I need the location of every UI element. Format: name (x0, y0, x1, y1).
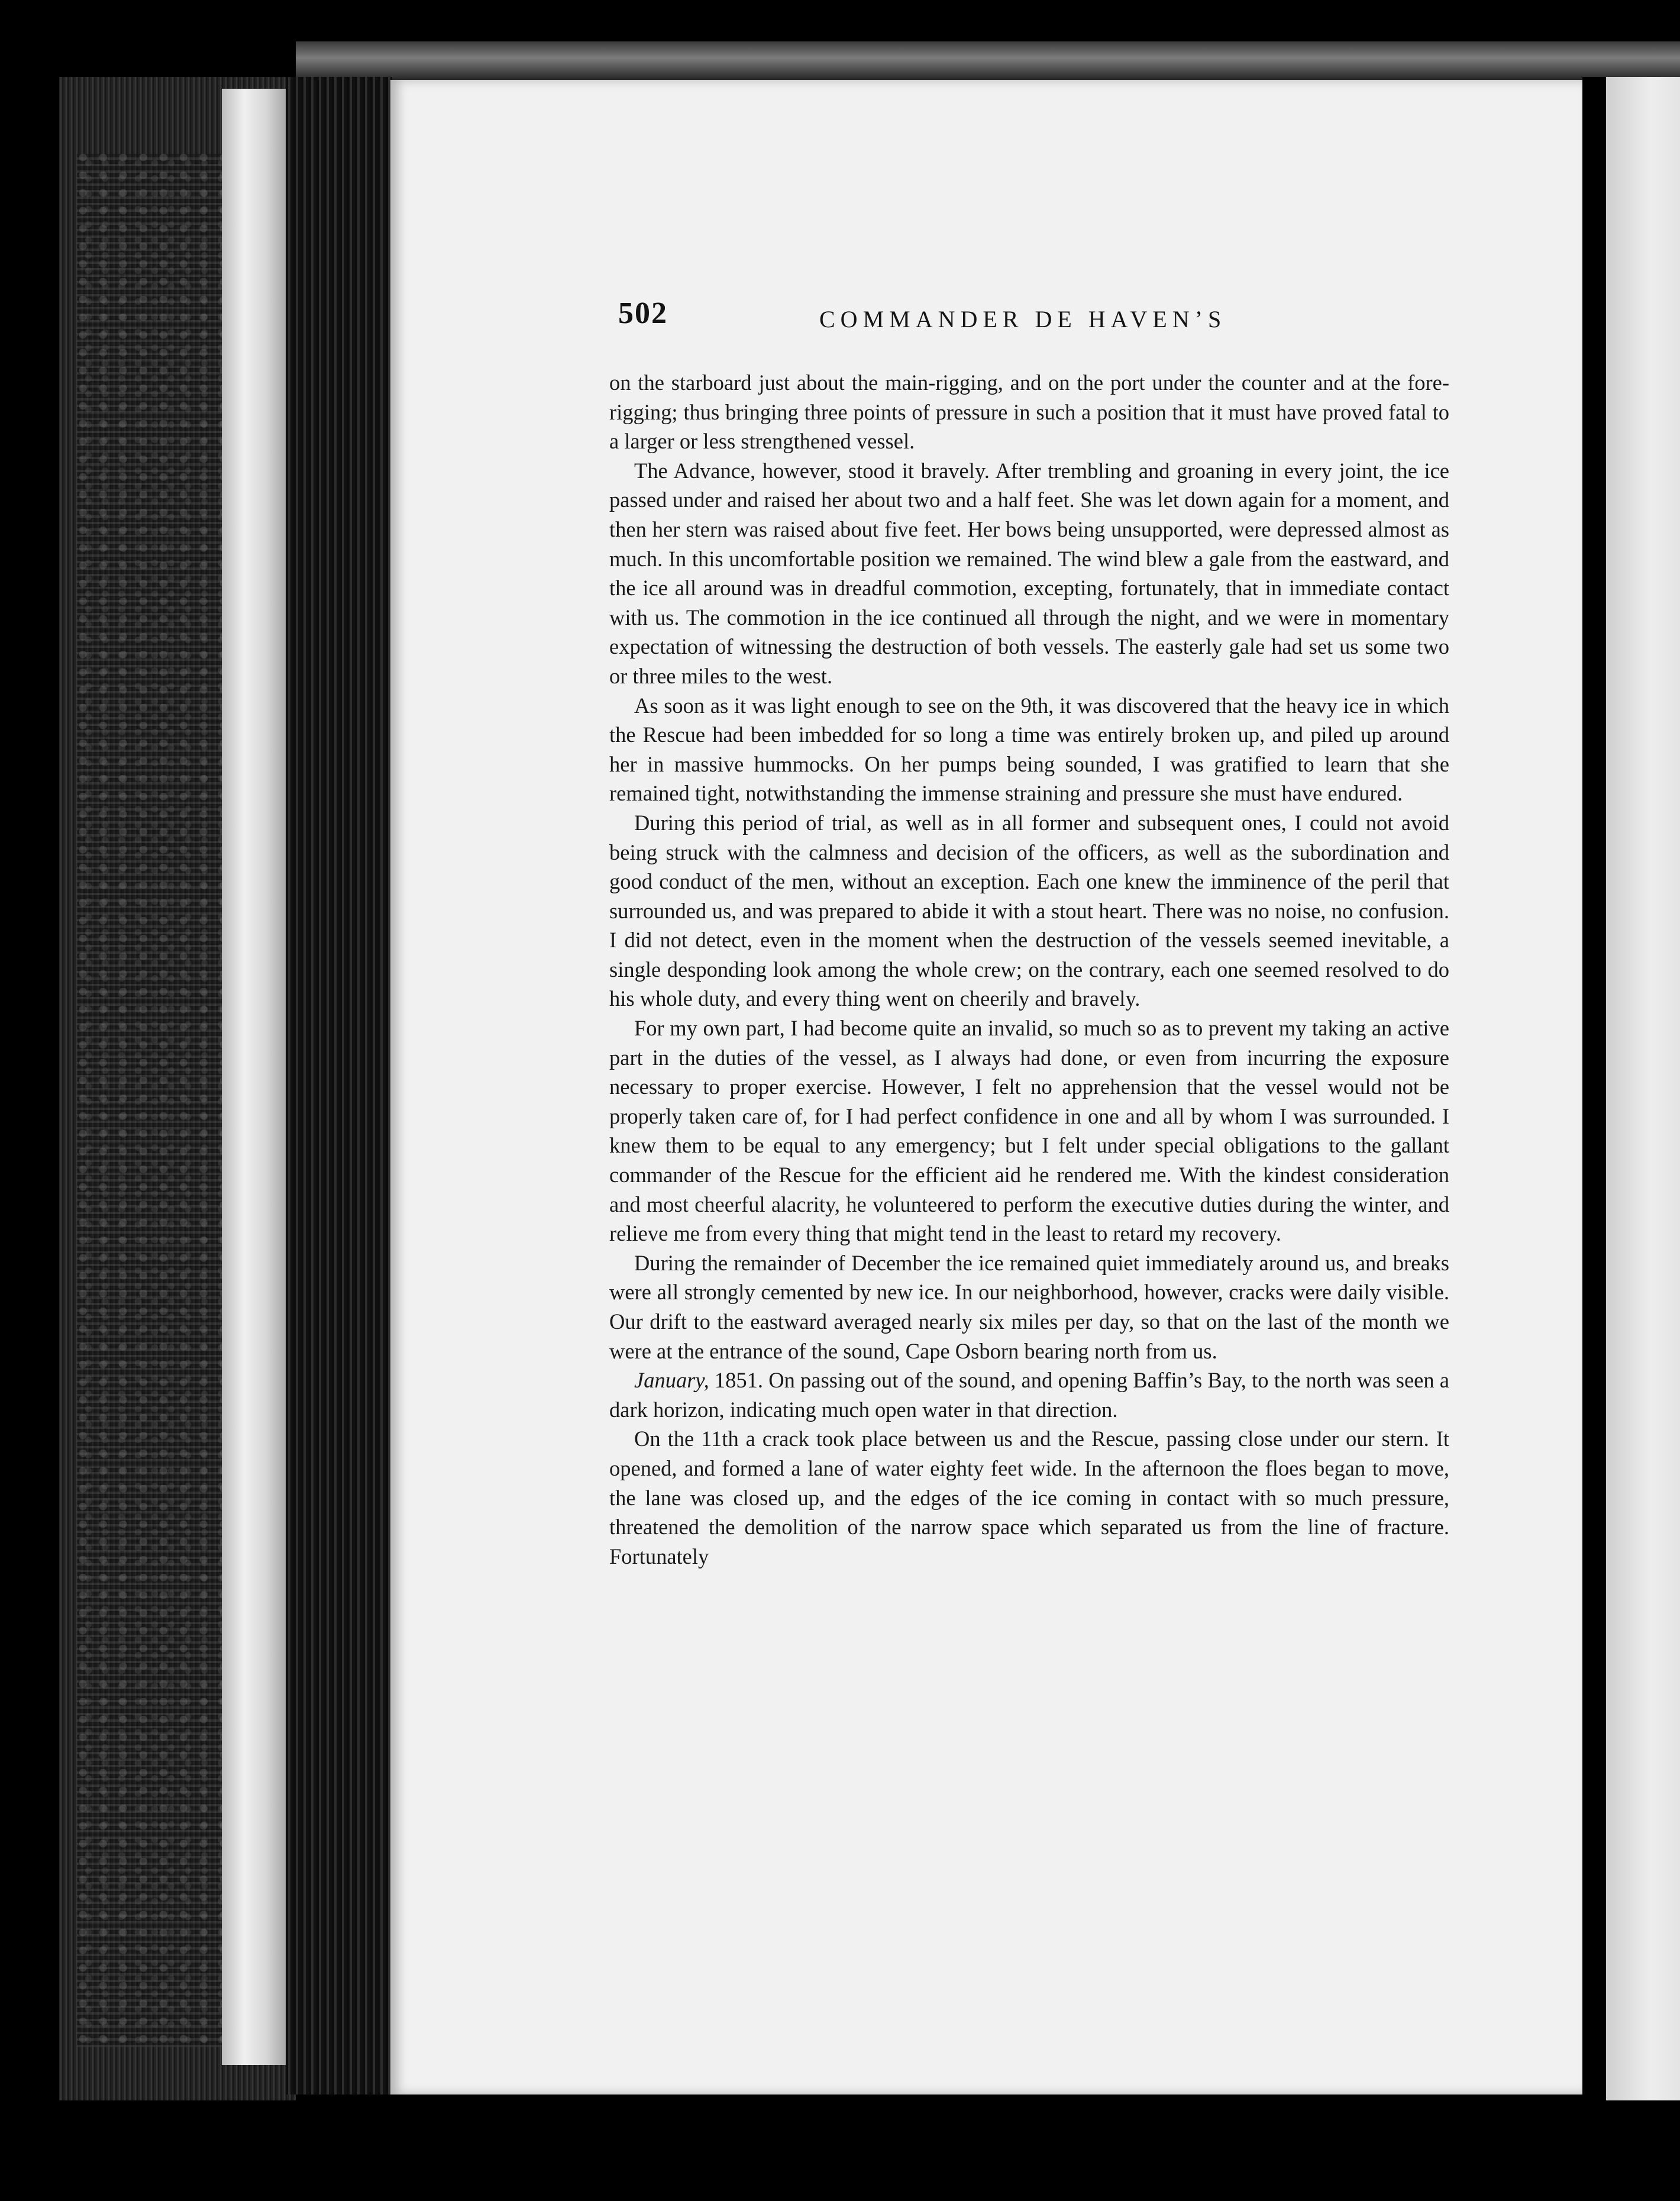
page-stack-dark (286, 77, 392, 2094)
paragraph-3 (609, 691, 1449, 808)
paragraph-8 (609, 1424, 1449, 1571)
gutter-shadow (1582, 77, 1606, 2100)
paragraph-2 (609, 456, 1449, 691)
paragraph-text: As soon as it was light enough to see on the 9th, it was discovered that the heavy ice in which the Rescue had been imbedded for so long a time was entirely broken up, and piled up around her in massive hummocks. On her pumps being sounded, I was gratified to learn that she remained tight, notwithstanding the immense straining and pressure she must have endured. (609, 693, 1449, 806)
paragraph-text: On the 11th a crack took place between us and the Rescue, passing close under our stern. It opened, and formed a lane of water eighty feet wide. In the afternoon the floes began to move, the lane was closed up, and the edges of the ice coming in contact with so much pressure, threatened the demolition of the narrow space which separated us from the line of fracture. Fortunately (609, 1427, 1449, 1569)
paragraph-4 (609, 808, 1449, 1014)
running-head (618, 296, 1269, 343)
scan-top-edge (296, 41, 1680, 83)
paragraph-7 (609, 1366, 1449, 1424)
paragraph-text: During this period of trial, as well as in all former and subsequent ones, I could not avoid being struck with the calmness and decision of the officers, as well as the subordination and good conduct of the men, without an exception. Each one knew the imminence of the peril that surrounded us, and was prepared to abide it with a stout heart. There was no noise, no confusion. I did not detect, even in the moment when the destruction of the vessels seemed inevitable, a single desponding look among the whole crew; on the contrary, each one seemed resolved to do his whole duty, and every thing went on cheerily and bravely. (609, 810, 1449, 1011)
page-number: 502 (618, 296, 668, 330)
facing-page-edge (1606, 77, 1680, 2100)
paragraph-text: The Advance, however, stood it bravely. After trembling and groaning in every joint, the ice passed under and raised her about two and a half feet. She was let down again for a moment, and then her stern was raised about five feet. Her bows being unsupported, were depressed almost as much. In this uncomfortable position we remained. The wind blew a gale from the eastward, and the ice all around was in dreadful commotion, excepting, fortunately, that in immediate contact with us. The commotion in the ice continued all through the night, and we were in momentary expectation of witnessing the destruction of both vessels. The easterly gale had set us some two or three miles to the west. (609, 458, 1449, 688)
body-text (609, 368, 1449, 1571)
paragraph-6 (609, 1248, 1449, 1366)
paragraph-1 (609, 368, 1449, 456)
paragraph-text: on the starboard just about the main-rigging, and on the port under the counter and at the fore-rigging; thus bringing three points of pressure in such a position that it must have proved fatal to a larger or less strengthened vessel. (609, 370, 1449, 454)
entry-date: January, (634, 1368, 709, 1393)
paragraph-text: During the remainder of December the ice remained quiet immediately around us, and breaks were all strongly cemented by new ice. In our neighborhood, however, cracks were daily visible. Our drift to the eastward averaged nearly six miles per day, so that on the last of the month we were at the entrance of the sound, Cape Osborn bearing north from us. (609, 1250, 1449, 1363)
running-title: COMMANDER DE HAVEN’S (819, 306, 1227, 333)
page-stack-light (222, 89, 286, 2065)
paragraph-text: 1851. On passing out of the sound, and opening Baffin’s Bay, to the north was seen a dark horizon, indicating much open water in that direction. (609, 1368, 1449, 1422)
paragraph-text: For my own part, I had become quite an invalid, so much so as to prevent my taking an active part in the duties of the vessel, as I always had done, or even from incurring the exposure necessary to proper exercise. However, I felt no apprehension that the vessel would not be properly taken care of, for I had perfect confidence in one and all by whom I was surrounded. I knew them to be equal to any emergency; but I felt under special obligations to the gallant commander of the Rescue for the efficient aid he rendered me. With the kindest consideration and most cheerful alacrity, he volunteered to perform the executive duties during the winter, and relieve me from every thing that might tend in the least to retard my recovery. (609, 1016, 1449, 1246)
paragraph-5 (609, 1014, 1449, 1248)
